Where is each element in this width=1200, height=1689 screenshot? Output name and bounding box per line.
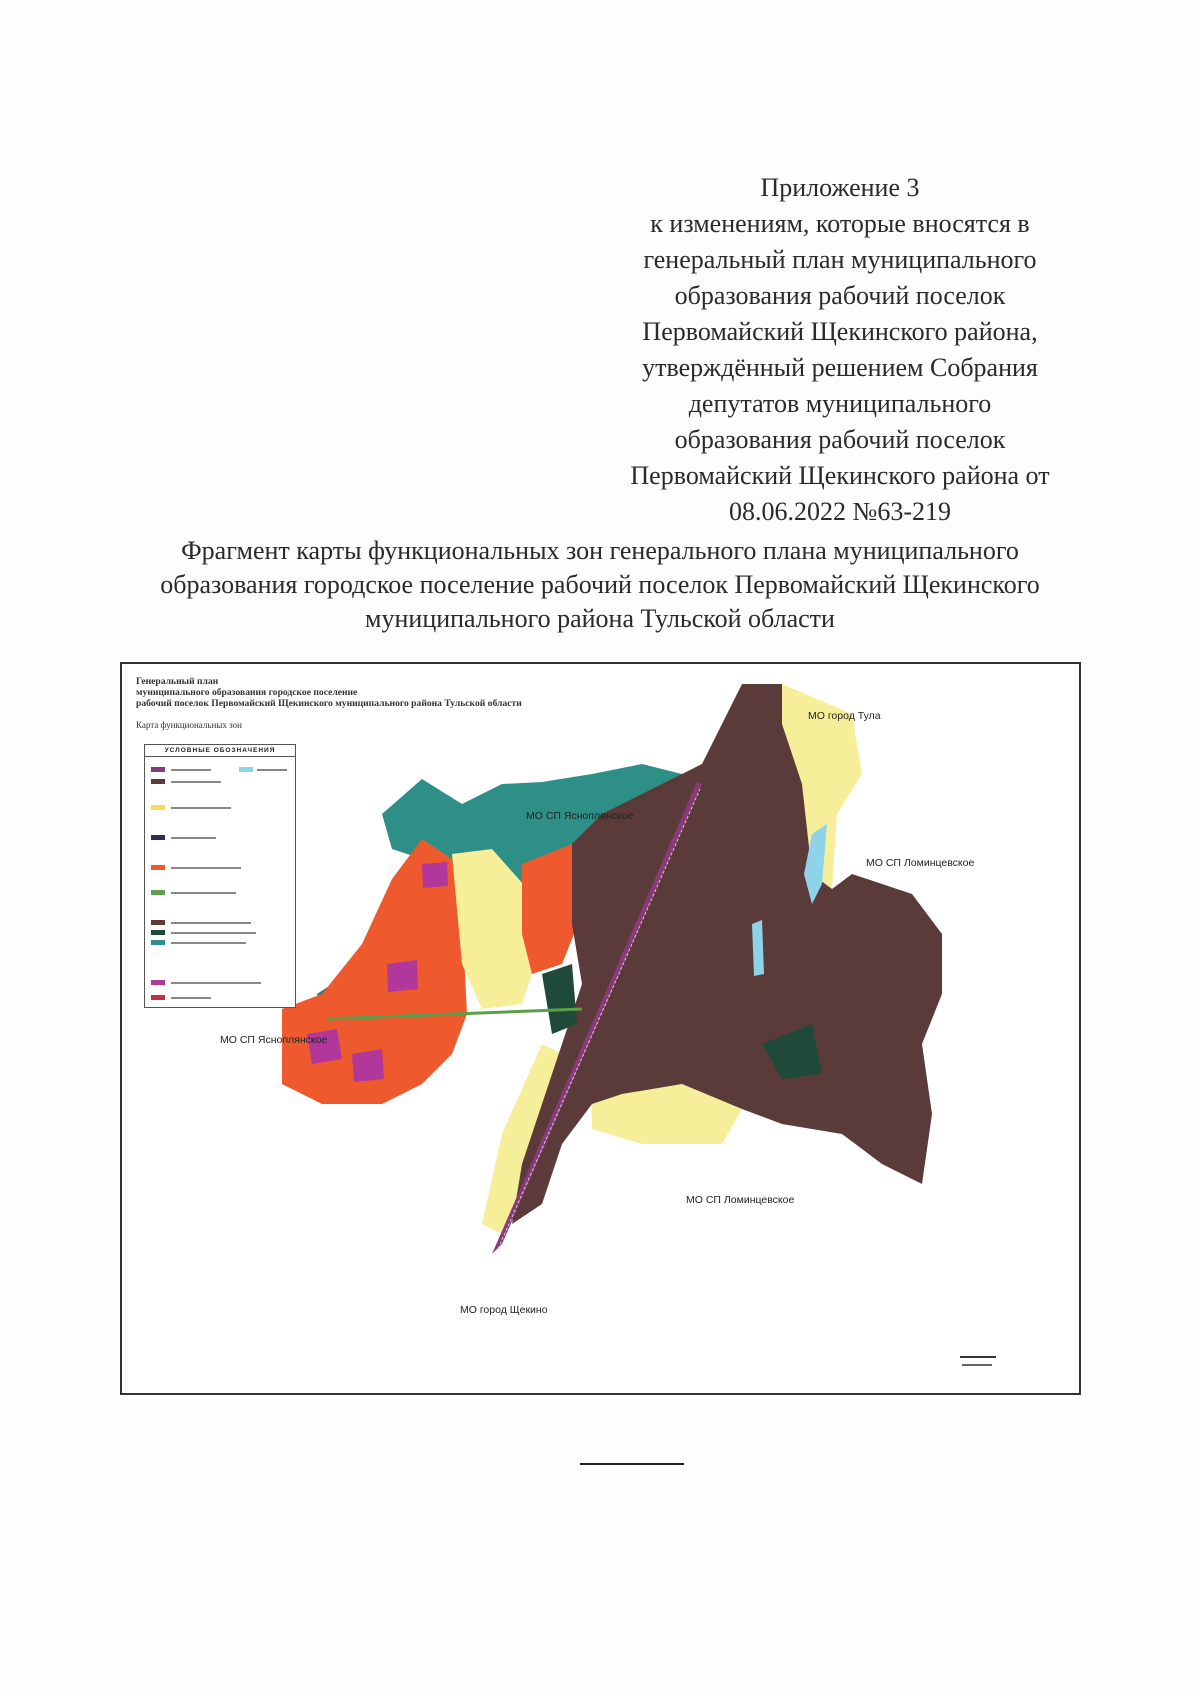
legend-swatch <box>151 805 165 810</box>
industrial-zone <box>512 684 942 1224</box>
map-title <box>136 676 522 709</box>
public-business-zone <box>352 1049 384 1082</box>
legend-heading: УСЛОВНЫЕ ОБОЗНАЧЕНИЯ <box>145 745 295 757</box>
legend-swatch <box>151 980 165 985</box>
scale-bar <box>960 1352 1000 1372</box>
appendix-line: образования рабочий поселок <box>674 425 1006 454</box>
public-business-zone <box>387 960 418 992</box>
map-caption <box>100 534 1100 636</box>
legend-swatch <box>151 920 165 925</box>
appendix-line: генеральный план муниципального <box>643 245 1037 274</box>
legend-text-line <box>171 769 211 771</box>
appendix-line: депутатов муниципального <box>688 389 992 418</box>
map-title-line: рабочий поселок Первомайский Щекинского муниципального района Тульской области <box>136 698 522 709</box>
footer-rule <box>580 1463 684 1465</box>
legend-swatch <box>151 767 165 772</box>
legend-swatch <box>151 995 165 1000</box>
label-yasnopolyanskoe-north: МО СП Ясноплянское <box>526 810 634 822</box>
legend-text-line <box>171 922 251 924</box>
caption-line: Фрагмент карты функциональных зон генерального плана муниципального <box>181 536 1019 565</box>
appendix-line: 08.06.2022 №63-219 <box>729 497 951 526</box>
legend-text-line <box>171 781 221 783</box>
public-business-zone <box>422 862 448 888</box>
legend-text-line <box>171 982 261 984</box>
appendix-line: к изменениям, которые вносятся в <box>650 209 1030 238</box>
appendix-line: Приложение 3 <box>760 173 920 202</box>
map-title-line: муниципального образования городское поселение <box>136 687 358 698</box>
map-subtitle: Карта функциональных зон <box>136 720 242 730</box>
legend-text-line <box>257 769 287 771</box>
legend-swatch <box>151 835 165 840</box>
legend-swatch <box>151 779 165 784</box>
label-shchekino: МО город Щекино <box>460 1304 548 1316</box>
appendix-line: утверждённый решением Собрания <box>642 353 1038 382</box>
appendix-header <box>560 170 1120 530</box>
legend-swatch <box>151 865 165 870</box>
map-legend <box>144 744 296 1008</box>
legend-text-line <box>171 932 256 934</box>
label-lomintsevskoe-south: МО СП Ломинцевское <box>686 1194 795 1206</box>
legend-swatch <box>151 930 165 935</box>
appendix-line: Первомайский Щекинского района от <box>630 461 1050 490</box>
dark-green-zone <box>542 964 577 1034</box>
label-tula: МО город Тула <box>808 710 881 722</box>
legend-text-line <box>171 837 216 839</box>
map-title-line: Генеральный план <box>136 676 219 687</box>
caption-line: образования городское поселение рабочий поселок Первомайский Щекинского <box>160 570 1040 599</box>
legend-text-line <box>171 942 246 944</box>
legend-swatch <box>151 940 165 945</box>
legend-text-line <box>171 807 231 809</box>
legend-text-line <box>171 892 236 894</box>
legend-swatch <box>151 890 165 895</box>
appendix-line: образования рабочий поселок <box>674 281 1006 310</box>
water-zone <box>752 920 764 976</box>
label-lomintsevskoe-east: МО СП Ломинцевское <box>866 857 975 869</box>
functional-zones-map <box>120 662 1081 1395</box>
label-yasnopolyanskoe-west: МО СП Ясноплянское <box>220 1034 328 1046</box>
legend-text-line <box>171 867 241 869</box>
legend-swatch <box>239 767 253 772</box>
appendix-line: Первомайский Щекинского района, <box>642 317 1038 346</box>
caption-line: муниципального района Тульской области <box>365 604 835 633</box>
legend-text-line <box>171 997 211 999</box>
